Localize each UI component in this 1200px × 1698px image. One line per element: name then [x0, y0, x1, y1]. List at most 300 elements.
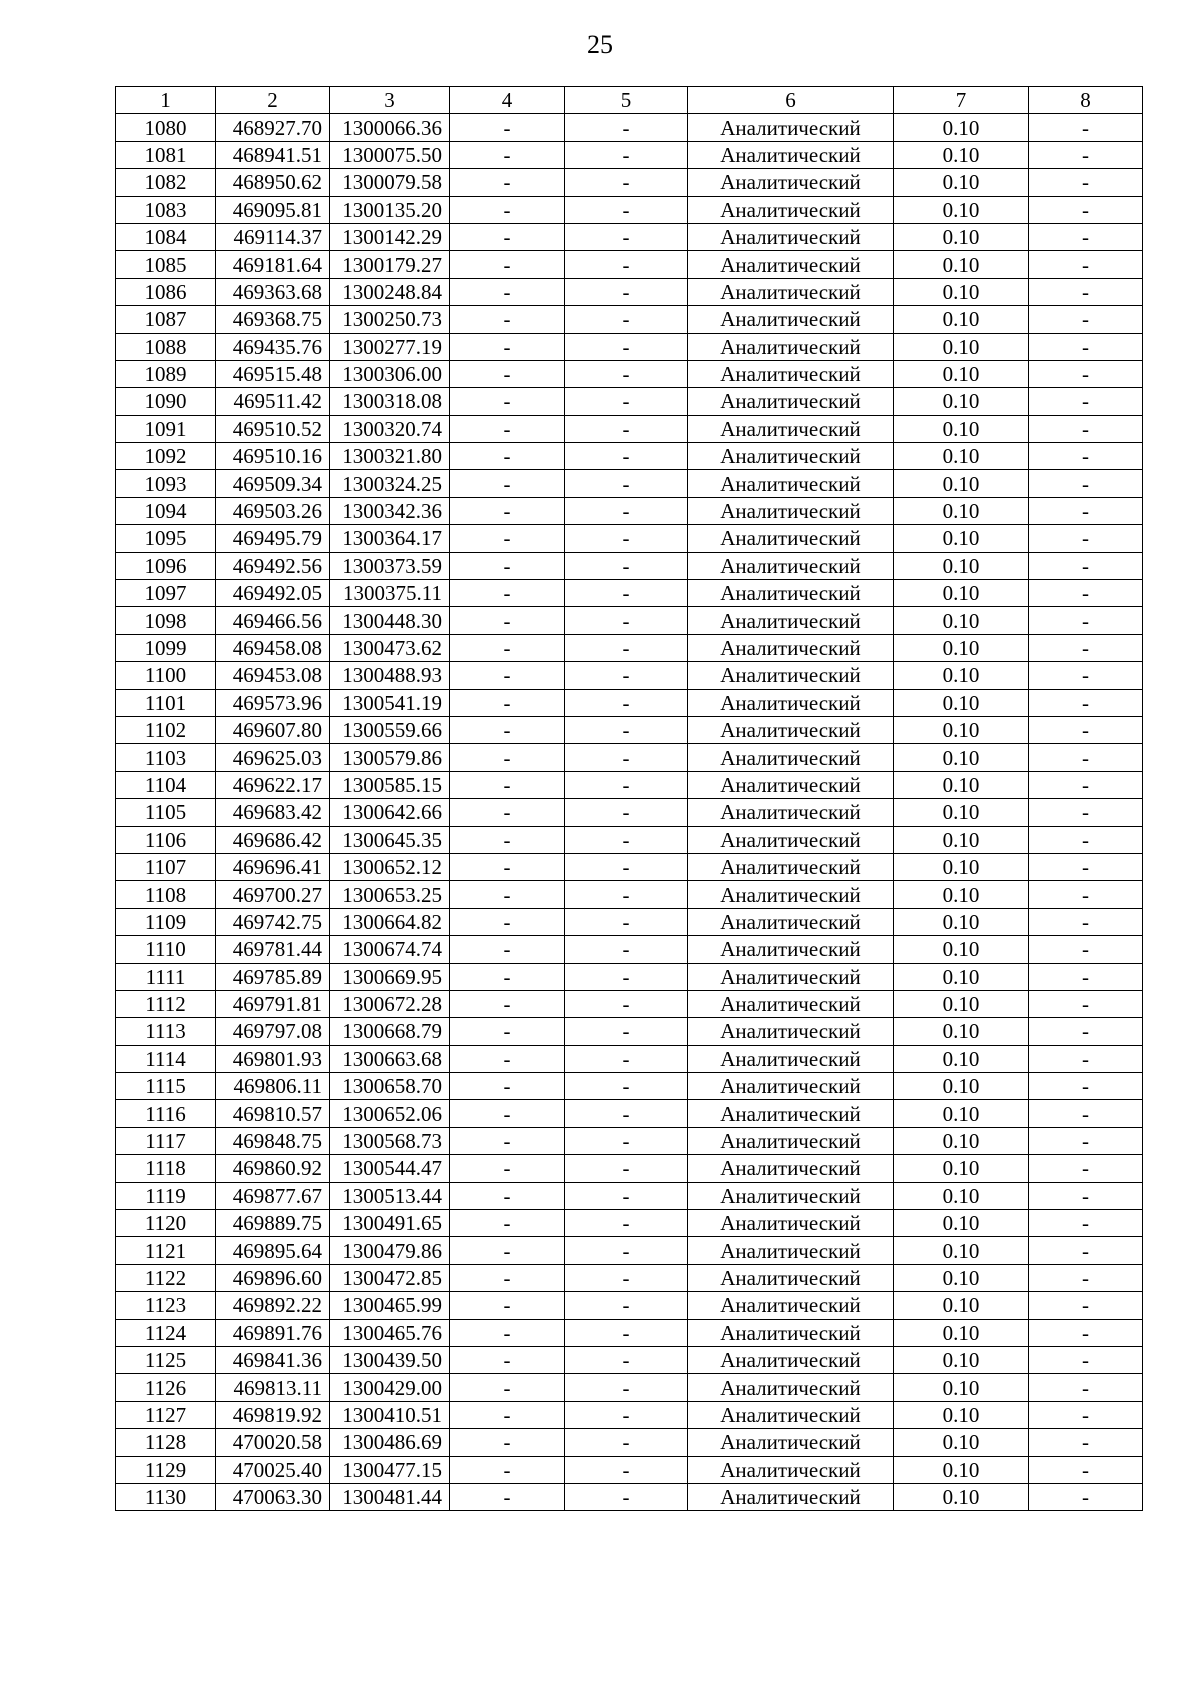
method-cell: Аналитический [688, 853, 894, 880]
column-8-cell: - [1029, 1182, 1143, 1209]
column-5-cell: - [565, 1429, 688, 1456]
x-coordinate-cell: 469492.56 [216, 552, 330, 579]
accuracy-cell: 0.10 [894, 415, 1029, 442]
column-5-cell: - [565, 1401, 688, 1428]
table-row [116, 114, 1143, 141]
method-cell: Аналитический [688, 497, 894, 524]
column-5-cell: - [565, 415, 688, 442]
table-row [116, 580, 1143, 607]
column-header: 3 [330, 87, 450, 114]
column-8-cell: - [1029, 1319, 1143, 1346]
column-5-cell: - [565, 470, 688, 497]
table-row [116, 443, 1143, 470]
column-4-cell: - [450, 1292, 565, 1319]
x-coordinate-cell: 469503.26 [216, 497, 330, 524]
x-coordinate-cell: 469511.42 [216, 388, 330, 415]
table-row [116, 306, 1143, 333]
column-header: 8 [1029, 87, 1143, 114]
column-5-cell: - [565, 908, 688, 935]
method-cell: Аналитический [688, 141, 894, 168]
column-4-cell: - [450, 1264, 565, 1291]
accuracy-cell: 0.10 [894, 662, 1029, 689]
column-8-cell: - [1029, 306, 1143, 333]
y-coordinate-cell: 1300674.74 [330, 936, 450, 963]
point-number-cell: 1105 [116, 799, 216, 826]
accuracy-cell: 0.10 [894, 360, 1029, 387]
x-coordinate-cell: 469848.75 [216, 1127, 330, 1154]
table-row [116, 1264, 1143, 1291]
x-coordinate-cell: 469801.93 [216, 1045, 330, 1072]
x-coordinate-cell: 469860.92 [216, 1155, 330, 1182]
table-row [116, 196, 1143, 223]
column-4-cell: - [450, 881, 565, 908]
x-coordinate-cell: 469889.75 [216, 1210, 330, 1237]
column-8-cell: - [1029, 607, 1143, 634]
point-number-cell: 1112 [116, 990, 216, 1017]
accuracy-cell: 0.10 [894, 580, 1029, 607]
accuracy-cell: 0.10 [894, 1127, 1029, 1154]
column-8-cell: - [1029, 716, 1143, 743]
table-row [116, 744, 1143, 771]
column-8-cell: - [1029, 1155, 1143, 1182]
accuracy-cell: 0.10 [894, 333, 1029, 360]
method-cell: Аналитический [688, 744, 894, 771]
x-coordinate-cell: 468950.62 [216, 169, 330, 196]
point-number-cell: 1086 [116, 278, 216, 305]
column-5-cell: - [565, 936, 688, 963]
method-cell: Аналитический [688, 470, 894, 497]
column-5-cell: - [565, 634, 688, 661]
x-coordinate-cell: 469891.76 [216, 1319, 330, 1346]
column-8-cell: - [1029, 196, 1143, 223]
table-row [116, 1292, 1143, 1319]
column-5-cell: - [565, 1155, 688, 1182]
method-cell: Аналитический [688, 771, 894, 798]
column-4-cell: - [450, 1401, 565, 1428]
x-coordinate-cell: 469785.89 [216, 963, 330, 990]
y-coordinate-cell: 1300481.44 [330, 1483, 450, 1510]
column-8-cell: - [1029, 1237, 1143, 1264]
column-header: 1 [116, 87, 216, 114]
y-coordinate-cell: 1300373.59 [330, 552, 450, 579]
column-4-cell: - [450, 963, 565, 990]
y-coordinate-cell: 1300277.19 [330, 333, 450, 360]
accuracy-cell: 0.10 [894, 689, 1029, 716]
column-5-cell: - [565, 306, 688, 333]
point-number-cell: 1094 [116, 497, 216, 524]
method-cell: Аналитический [688, 1456, 894, 1483]
y-coordinate-cell: 1300448.30 [330, 607, 450, 634]
point-number-cell: 1089 [116, 360, 216, 387]
y-coordinate-cell: 1300473.62 [330, 634, 450, 661]
x-coordinate-cell: 469435.76 [216, 333, 330, 360]
y-coordinate-cell: 1300663.68 [330, 1045, 450, 1072]
table-row [116, 1401, 1143, 1428]
accuracy-cell: 0.10 [894, 1182, 1029, 1209]
column-4-cell: - [450, 1237, 565, 1264]
column-4-cell: - [450, 634, 565, 661]
accuracy-cell: 0.10 [894, 525, 1029, 552]
column-5-cell: - [565, 1264, 688, 1291]
x-coordinate-cell: 469458.08 [216, 634, 330, 661]
column-5-cell: - [565, 497, 688, 524]
table-row [116, 1237, 1143, 1264]
column-4-cell: - [450, 306, 565, 333]
y-coordinate-cell: 1300668.79 [330, 1018, 450, 1045]
x-coordinate-cell: 469781.44 [216, 936, 330, 963]
method-cell: Аналитический [688, 306, 894, 333]
y-coordinate-cell: 1300645.35 [330, 826, 450, 853]
table-row [116, 141, 1143, 168]
table-row [116, 223, 1143, 250]
table-row [116, 1429, 1143, 1456]
accuracy-cell: 0.10 [894, 278, 1029, 305]
column-5-cell: - [565, 826, 688, 853]
column-5-cell: - [565, 607, 688, 634]
point-number-cell: 1087 [116, 306, 216, 333]
y-coordinate-cell: 1300541.19 [330, 689, 450, 716]
column-4-cell: - [450, 1155, 565, 1182]
x-coordinate-cell: 470063.30 [216, 1483, 330, 1510]
table-row [116, 169, 1143, 196]
column-4-cell: - [450, 580, 565, 607]
y-coordinate-cell: 1300568.73 [330, 1127, 450, 1154]
method-cell: Аналитический [688, 990, 894, 1017]
accuracy-cell: 0.10 [894, 223, 1029, 250]
point-number-cell: 1129 [116, 1456, 216, 1483]
point-number-cell: 1090 [116, 388, 216, 415]
column-5-cell: - [565, 141, 688, 168]
column-8-cell: - [1029, 1456, 1143, 1483]
table-row [116, 716, 1143, 743]
point-number-cell: 1123 [116, 1292, 216, 1319]
column-4-cell: - [450, 771, 565, 798]
x-coordinate-cell: 469791.81 [216, 990, 330, 1017]
column-5-cell: - [565, 881, 688, 908]
accuracy-cell: 0.10 [894, 1483, 1029, 1510]
table-row [116, 1045, 1143, 1072]
column-5-cell: - [565, 799, 688, 826]
column-4-cell: - [450, 1456, 565, 1483]
column-5-cell: - [565, 251, 688, 278]
point-number-cell: 1115 [116, 1073, 216, 1100]
method-cell: Аналитический [688, 552, 894, 579]
table-body [116, 114, 1143, 1511]
accuracy-cell: 0.10 [894, 936, 1029, 963]
column-4-cell: - [450, 443, 565, 470]
method-cell: Аналитический [688, 1073, 894, 1100]
point-number-cell: 1097 [116, 580, 216, 607]
method-cell: Аналитический [688, 662, 894, 689]
accuracy-cell: 0.10 [894, 306, 1029, 333]
y-coordinate-cell: 1300672.28 [330, 990, 450, 1017]
column-5-cell: - [565, 1319, 688, 1346]
method-cell: Аналитический [688, 1237, 894, 1264]
x-coordinate-cell: 469841.36 [216, 1346, 330, 1373]
accuracy-cell: 0.10 [894, 990, 1029, 1017]
x-coordinate-cell: 469877.67 [216, 1182, 330, 1209]
accuracy-cell: 0.10 [894, 1237, 1029, 1264]
table-row [116, 1073, 1143, 1100]
table-row [116, 826, 1143, 853]
point-number-cell: 1130 [116, 1483, 216, 1510]
point-number-cell: 1107 [116, 853, 216, 880]
y-coordinate-cell: 1300324.25 [330, 470, 450, 497]
method-cell: Аналитический [688, 716, 894, 743]
method-cell: Аналитический [688, 1182, 894, 1209]
method-cell: Аналитический [688, 881, 894, 908]
x-coordinate-cell: 469509.34 [216, 470, 330, 497]
method-cell: Аналитический [688, 388, 894, 415]
column-header: 5 [565, 87, 688, 114]
table-row [116, 853, 1143, 880]
column-5-cell: - [565, 278, 688, 305]
accuracy-cell: 0.10 [894, 1073, 1029, 1100]
y-coordinate-cell: 1300375.11 [330, 580, 450, 607]
y-coordinate-cell: 1300559.66 [330, 716, 450, 743]
method-cell: Аналитический [688, 223, 894, 250]
column-4-cell: - [450, 1210, 565, 1237]
column-4-cell: - [450, 114, 565, 141]
column-4-cell: - [450, 662, 565, 689]
point-number-cell: 1101 [116, 689, 216, 716]
column-4-cell: - [450, 1319, 565, 1346]
x-coordinate-cell: 469466.56 [216, 607, 330, 634]
column-5-cell: - [565, 388, 688, 415]
accuracy-cell: 0.10 [894, 196, 1029, 223]
point-number-cell: 1114 [116, 1045, 216, 1072]
column-header: 2 [216, 87, 330, 114]
point-number-cell: 1100 [116, 662, 216, 689]
accuracy-cell: 0.10 [894, 251, 1029, 278]
column-4-cell: - [450, 1100, 565, 1127]
column-5-cell: - [565, 853, 688, 880]
method-cell: Аналитический [688, 1018, 894, 1045]
x-coordinate-cell: 469510.16 [216, 443, 330, 470]
point-number-cell: 1120 [116, 1210, 216, 1237]
table-row [116, 1018, 1143, 1045]
table-row [116, 415, 1143, 442]
method-cell: Аналитический [688, 580, 894, 607]
x-coordinate-cell: 469892.22 [216, 1292, 330, 1319]
column-5-cell: - [565, 1483, 688, 1510]
accuracy-cell: 0.10 [894, 1319, 1029, 1346]
point-number-cell: 1099 [116, 634, 216, 661]
column-4-cell: - [450, 908, 565, 935]
y-coordinate-cell: 1300439.50 [330, 1346, 450, 1373]
x-coordinate-cell: 469622.17 [216, 771, 330, 798]
column-8-cell: - [1029, 415, 1143, 442]
column-5-cell: - [565, 223, 688, 250]
x-coordinate-cell: 469510.52 [216, 415, 330, 442]
column-4-cell: - [450, 169, 565, 196]
column-5-cell: - [565, 580, 688, 607]
column-5-cell: - [565, 1018, 688, 1045]
point-number-cell: 1111 [116, 963, 216, 990]
column-5-cell: - [565, 963, 688, 990]
x-coordinate-cell: 469095.81 [216, 196, 330, 223]
method-cell: Аналитический [688, 1483, 894, 1510]
x-coordinate-cell: 469806.11 [216, 1073, 330, 1100]
column-4-cell: - [450, 1182, 565, 1209]
accuracy-cell: 0.10 [894, 881, 1029, 908]
accuracy-cell: 0.10 [894, 443, 1029, 470]
y-coordinate-cell: 1300652.06 [330, 1100, 450, 1127]
column-8-cell: - [1029, 1346, 1143, 1373]
table-row [116, 497, 1143, 524]
y-coordinate-cell: 1300465.76 [330, 1319, 450, 1346]
column-8-cell: - [1029, 580, 1143, 607]
table-row [116, 936, 1143, 963]
point-number-cell: 1093 [116, 470, 216, 497]
x-coordinate-cell: 469797.08 [216, 1018, 330, 1045]
accuracy-cell: 0.10 [894, 1264, 1029, 1291]
accuracy-cell: 0.10 [894, 470, 1029, 497]
method-cell: Аналитический [688, 114, 894, 141]
column-8-cell: - [1029, 799, 1143, 826]
y-coordinate-cell: 1300669.95 [330, 963, 450, 990]
y-coordinate-cell: 1300248.84 [330, 278, 450, 305]
column-5-cell: - [565, 1182, 688, 1209]
point-number-cell: 1110 [116, 936, 216, 963]
y-coordinate-cell: 1300429.00 [330, 1374, 450, 1401]
column-4-cell: - [450, 936, 565, 963]
x-coordinate-cell: 469819.92 [216, 1401, 330, 1428]
column-8-cell: - [1029, 1292, 1143, 1319]
column-8-cell: - [1029, 634, 1143, 661]
x-coordinate-cell: 469895.64 [216, 1237, 330, 1264]
x-coordinate-cell: 469686.42 [216, 826, 330, 853]
column-8-cell: - [1029, 114, 1143, 141]
column-5-cell: - [565, 1456, 688, 1483]
point-number-cell: 1102 [116, 716, 216, 743]
accuracy-cell: 0.10 [894, 1401, 1029, 1428]
method-cell: Аналитический [688, 333, 894, 360]
accuracy-cell: 0.10 [894, 552, 1029, 579]
column-4-cell: - [450, 716, 565, 743]
accuracy-cell: 0.10 [894, 1346, 1029, 1373]
y-coordinate-cell: 1300486.69 [330, 1429, 450, 1456]
column-8-cell: - [1029, 497, 1143, 524]
column-5-cell: - [565, 169, 688, 196]
point-number-cell: 1081 [116, 141, 216, 168]
column-8-cell: - [1029, 525, 1143, 552]
column-8-cell: - [1029, 1374, 1143, 1401]
column-8-cell: - [1029, 1429, 1143, 1456]
method-cell: Аналитический [688, 251, 894, 278]
point-number-cell: 1127 [116, 1401, 216, 1428]
accuracy-cell: 0.10 [894, 1045, 1029, 1072]
y-coordinate-cell: 1300579.86 [330, 744, 450, 771]
method-cell: Аналитический [688, 799, 894, 826]
x-coordinate-cell: 470020.58 [216, 1429, 330, 1456]
column-8-cell: - [1029, 251, 1143, 278]
column-5-cell: - [565, 744, 688, 771]
method-cell: Аналитический [688, 607, 894, 634]
table-row [116, 1155, 1143, 1182]
y-coordinate-cell: 1300477.15 [330, 1456, 450, 1483]
y-coordinate-cell: 1300364.17 [330, 525, 450, 552]
point-number-cell: 1095 [116, 525, 216, 552]
x-coordinate-cell: 469683.42 [216, 799, 330, 826]
y-coordinate-cell: 1300079.58 [330, 169, 450, 196]
method-cell: Аналитический [688, 1155, 894, 1182]
column-4-cell: - [450, 333, 565, 360]
point-number-cell: 1119 [116, 1182, 216, 1209]
table-row [116, 388, 1143, 415]
point-number-cell: 1125 [116, 1346, 216, 1373]
column-5-cell: - [565, 1045, 688, 1072]
column-5-cell: - [565, 1346, 688, 1373]
column-5-cell: - [565, 114, 688, 141]
x-coordinate-cell: 469696.41 [216, 853, 330, 880]
accuracy-cell: 0.10 [894, 141, 1029, 168]
accuracy-cell: 0.10 [894, 607, 1029, 634]
method-cell: Аналитический [688, 1292, 894, 1319]
x-coordinate-cell: 469181.64 [216, 251, 330, 278]
y-coordinate-cell: 1300472.85 [330, 1264, 450, 1291]
accuracy-cell: 0.10 [894, 853, 1029, 880]
column-4-cell: - [450, 744, 565, 771]
table-row [116, 470, 1143, 497]
column-8-cell: - [1029, 936, 1143, 963]
point-number-cell: 1121 [116, 1237, 216, 1264]
column-4-cell: - [450, 607, 565, 634]
column-5-cell: - [565, 1374, 688, 1401]
point-number-cell: 1106 [116, 826, 216, 853]
column-4-cell: - [450, 525, 565, 552]
column-8-cell: - [1029, 1401, 1143, 1428]
point-number-cell: 1091 [116, 415, 216, 442]
accuracy-cell: 0.10 [894, 799, 1029, 826]
column-4-cell: - [450, 1073, 565, 1100]
page-number: 25 [587, 30, 613, 59]
column-8-cell: - [1029, 963, 1143, 990]
column-4-cell: - [450, 223, 565, 250]
point-number-cell: 1109 [116, 908, 216, 935]
point-number-cell: 1113 [116, 1018, 216, 1045]
column-4-cell: - [450, 470, 565, 497]
column-4-cell: - [450, 1429, 565, 1456]
accuracy-cell: 0.10 [894, 771, 1029, 798]
column-8-cell: - [1029, 990, 1143, 1017]
point-number-cell: 1082 [116, 169, 216, 196]
y-coordinate-cell: 1300658.70 [330, 1073, 450, 1100]
column-8-cell: - [1029, 689, 1143, 716]
column-5-cell: - [565, 552, 688, 579]
table-row [116, 908, 1143, 935]
method-cell: Аналитический [688, 278, 894, 305]
column-8-cell: - [1029, 443, 1143, 470]
y-coordinate-cell: 1300585.15 [330, 771, 450, 798]
column-header: 4 [450, 87, 565, 114]
column-8-cell: - [1029, 223, 1143, 250]
column-4-cell: - [450, 990, 565, 1017]
x-coordinate-cell: 470025.40 [216, 1456, 330, 1483]
x-coordinate-cell: 469573.96 [216, 689, 330, 716]
column-8-cell: - [1029, 771, 1143, 798]
coordinates-table [115, 86, 1143, 1511]
point-number-cell: 1118 [116, 1155, 216, 1182]
point-number-cell: 1104 [116, 771, 216, 798]
y-coordinate-cell: 1300066.36 [330, 114, 450, 141]
x-coordinate-cell: 468941.51 [216, 141, 330, 168]
column-8-cell: - [1029, 1045, 1143, 1072]
table-row [116, 278, 1143, 305]
x-coordinate-cell: 469368.75 [216, 306, 330, 333]
y-coordinate-cell: 1300488.93 [330, 662, 450, 689]
point-number-cell: 1108 [116, 881, 216, 908]
